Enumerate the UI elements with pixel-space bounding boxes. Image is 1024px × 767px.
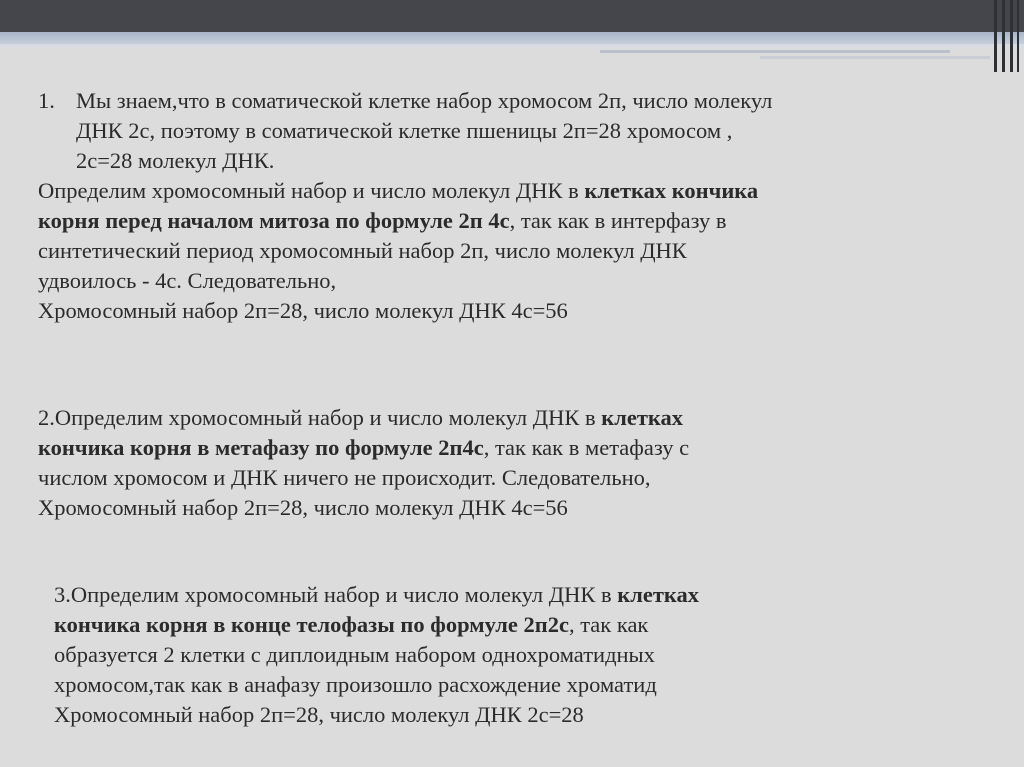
text-line: Хромосомный набор 2п=28, число молекул ДНК 4с=56 [38, 298, 568, 323]
list-number: 1. [38, 88, 55, 113]
paragraph-3 [54, 580, 699, 730]
decor-line [760, 56, 990, 59]
text-line: Хромосомный набор 2п=28, число молекул ДНК 4с=56 [38, 495, 568, 520]
text-segment: 3.Определим хромосомный набор и число молекул ДНК в [54, 582, 618, 607]
bold-segment: кончика корня в метафазу по формуле 2п4с [38, 435, 484, 460]
text-segment: Определим хромосомный набор и число молекул ДНК в [38, 178, 585, 203]
text-segment: 2.Определим хромосомный набор и число молекул ДНК в [38, 405, 602, 430]
text-line: 2с=28 молекул ДНК. [76, 148, 275, 173]
list-item-1 [38, 86, 772, 176]
bold-segment: клетках [601, 405, 683, 430]
text-line: Хромосомный набор 2п=28, число молекул ДНК 2с=28 [54, 702, 584, 727]
text-segment: , так как в метафазу с [483, 435, 690, 460]
text-line: удвоилось - 4с. Следовательно, [38, 268, 337, 293]
text-line: синтетический период хромосомный набор 2п, число молекул ДНК [38, 238, 687, 263]
top-bar [0, 0, 1024, 32]
text-line: хромосом,так как в анафазу произошло расхождение хроматид [54, 672, 657, 697]
decor-line [600, 50, 950, 53]
text-line: Мы знаем,что в соматической клетке набор хромосом 2п, число молекул [76, 88, 773, 113]
paragraph-1 [38, 176, 758, 326]
bold-segment: корня перед началом митоза по формуле 2п 4с [38, 208, 510, 233]
text-line: числом хромосом и ДНК ничего не происходит. Следовательно, [38, 465, 651, 490]
decor-stripes [990, 0, 1024, 72]
bold-segment: клетках кончика [584, 178, 759, 203]
paragraph-2 [38, 403, 689, 523]
text-line: ДНК 2с, поэтому в соматической клетке пшеницы 2п=28 хромосом , [76, 118, 733, 143]
text-line: образуется 2 клетки с диплоидным набором однохроматидных [54, 642, 655, 667]
bold-segment: клетках [617, 582, 699, 607]
bold-segment: кончика корня в конце телофазы по формуле 2п2с [54, 612, 569, 637]
text-segment: , так как [568, 612, 649, 637]
text-segment: , так как в интерфазу в [509, 208, 727, 233]
accent-band [0, 32, 1024, 44]
